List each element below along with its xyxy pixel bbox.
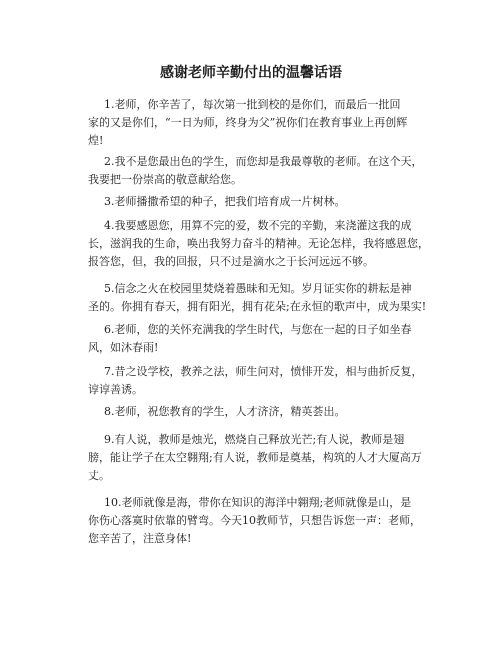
paragraph-line: 6.老师，您的关怀充满我的学生时代，与您在一起的日子如坐春 [104,323,412,336]
paragraph-7 [88,363,440,399]
paragraph-line: 谆谆善诱。 [88,383,143,396]
paragraph-2 [88,153,440,189]
paragraph-4 [88,217,440,271]
paragraph-line: 长，滋润我的生命，唤出我努力奋斗的精神。无论怎样，我将感恩您， [88,237,429,250]
paragraph-line: 你伤心落寞时依靠的臂弯。今天10教师节，只想告诉您一声：老师， [88,514,421,527]
document-title: 感谢老师辛勤付出的温馨话语 [160,65,342,81]
paragraph-line: 我要把一份崇高的敬意献给您。 [88,173,242,186]
paragraph-line: 煌! [88,134,104,147]
paragraph-5 [88,280,440,316]
paragraph-line: 圣的。你拥有春天，拥有阳光，拥有花朵;在永恒的歌声中，成为果实! [88,300,427,313]
paragraph-line: 家的又是你们，“一日为师，终身为父”祝你们在教育事业上再创辉 [88,116,408,129]
paragraph-9 [88,431,440,485]
paragraph-line: 1.老师，你辛苦了，每次第一批到校的是你们，而最后一批回 [104,98,401,111]
paragraph-line: 10.老师就像是海，带你在知识的海洋中翱翔;老师就像是山，是 [104,496,412,509]
paragraph-line: 丈。 [88,469,110,482]
paragraph-1 [88,96,440,150]
paragraph-line: 7.昔之设学校，教养之法，师生问对，愤悱开发，相与曲折反复， [104,365,423,378]
paragraph-line: 您辛苦了，注意身体! [88,532,192,545]
paragraph-line: 膀，能让学子在太空翱翔;有人说，教师是奠基，构筑的人才大厦高万 [88,451,422,464]
paragraph-line: 5.信念之火在校园里焚烧着愚昧和无知。岁月证实你的耕耘是神 [104,282,412,295]
paragraph-3 [88,193,440,211]
paragraph-8 [88,403,440,421]
paragraph-6 [88,321,440,357]
paragraph-line: 风，如沐春雨! [88,341,159,354]
paragraph-line: 9.有人说，教师是烛光，燃烧自己释放光芒;有人说，教师是翅 [104,433,405,446]
paragraph-line: 4.我要感恩您，用算不完的爱，数不完的辛勤，来浇灌这我的成 [104,219,412,232]
paragraph-10 [88,494,440,548]
paragraph-line: 3.老师播撒希望的种子，把我们培育成一片树林。 [104,195,346,208]
paragraph-line: 2.我不是您最出色的学生，而您却是我最尊敬的老师。在这个天， [104,155,423,168]
paragraph-line: 8.老师，祝您教育的学生，人才济济，精英荟出。 [104,405,346,418]
paragraph-line: 报答您，但，我的回报，只不过是滴水之于长河远远不够。 [88,255,374,268]
